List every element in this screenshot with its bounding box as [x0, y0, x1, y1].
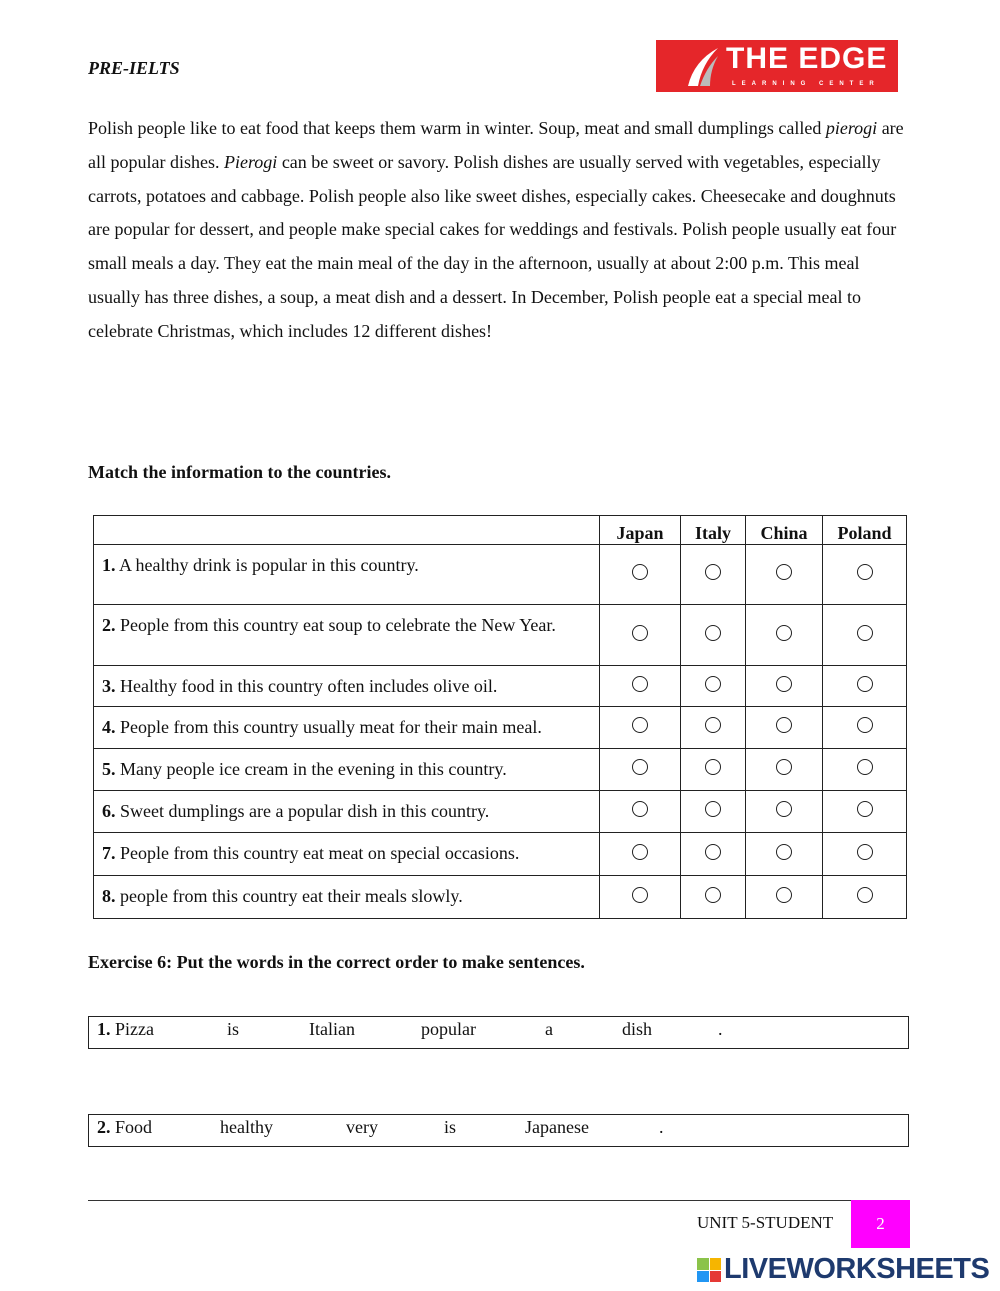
match-table [93, 515, 907, 919]
statement: 6. Sweet dumplings are a popular dish in this country. [94, 791, 600, 833]
match-instruction: Match the information to the countries. [88, 462, 391, 482]
word[interactable]: popular [421, 1019, 476, 1039]
radio-poland[interactable] [857, 676, 873, 692]
col-italy: Italy [681, 516, 746, 545]
logo-text: THE EDGE [726, 42, 888, 75]
statement: 8. people from this country eat their meals slowly. [94, 876, 600, 919]
radio-china[interactable] [776, 801, 792, 817]
word[interactable]: healthy [220, 1117, 273, 1137]
radio-japan[interactable] [632, 801, 648, 817]
radio-italy[interactable] [705, 717, 721, 733]
radio-japan[interactable] [632, 625, 648, 641]
radio-japan[interactable] [632, 564, 648, 580]
statement: 7. People from this country eat meat on special occasions. [94, 833, 600, 876]
radio-china[interactable] [776, 676, 792, 692]
table-row [94, 876, 907, 919]
radio-italy[interactable] [705, 887, 721, 903]
radio-japan[interactable] [632, 717, 648, 733]
radio-japan[interactable] [632, 759, 648, 775]
word[interactable]: very [346, 1117, 378, 1137]
word[interactable]: Japanese [525, 1117, 589, 1137]
word[interactable]: Italian [309, 1019, 355, 1039]
radio-china[interactable] [776, 564, 792, 580]
radio-japan[interactable] [632, 887, 648, 903]
radio-poland[interactable] [857, 844, 873, 860]
word[interactable]: . [659, 1117, 664, 1137]
col-japan: Japan [600, 516, 681, 545]
statement: 4. People from this country usually meat for their main meal. [94, 707, 600, 749]
exercise6-instruction: Exercise 6: Put the words in the correct order to make sentences. [88, 952, 585, 972]
radio-italy[interactable] [705, 676, 721, 692]
liveworksheets-icon [697, 1258, 721, 1282]
radio-poland[interactable] [857, 625, 873, 641]
word[interactable]: is [227, 1019, 240, 1039]
sail-icon [684, 46, 724, 88]
unit-label: UNIT 5-STUDENT [697, 1213, 834, 1232]
radio-italy[interactable] [705, 625, 721, 641]
radio-italy[interactable] [705, 759, 721, 775]
sentence-box-1: 1. Pizza is Italian popular a dish . [88, 1016, 909, 1049]
table-row [94, 791, 907, 833]
statement: 1. A healthy drink is popular in this country. [94, 545, 600, 605]
table-row [94, 545, 907, 605]
logo-subtext: LEARNING CENTER [732, 81, 880, 87]
table-row [94, 666, 907, 707]
word[interactable]: a [545, 1019, 553, 1039]
radio-italy[interactable] [705, 801, 721, 817]
radio-china[interactable] [776, 844, 792, 860]
radio-china[interactable] [776, 717, 792, 733]
radio-poland[interactable] [857, 801, 873, 817]
course-title: PRE-IELTS [88, 58, 180, 78]
radio-china[interactable] [776, 759, 792, 775]
radio-italy[interactable] [705, 844, 721, 860]
radio-italy[interactable] [705, 564, 721, 580]
statement: 5. Many people ice cream in the evening in this country. [94, 749, 600, 791]
reading-passage: Polish people like to eat food that keeps them warm in winter. Soup, meat and small dumplings called pierogi are all popular dishes. Pierogi can be sweet or savory. Polish dishes are usually served with vegetables, especially carrots, potatoes and cabbage. Polish people also like sweet dishes, especially cakes. Cheesecake and doughnuts are popular for dessert, and people make special cakes for weddings and festivals. Polish people usually eat four small meals a day. They eat the main meal of the day in the afternoon, usually at about 2:00 p.m. This meal usually has three dishes, a soup, a meat dish and a dessert. In December, Polish people eat a special meal to celebrate Christmas, which includes 12 different dishes! [88, 118, 904, 341]
radio-poland[interactable] [857, 717, 873, 733]
radio-japan[interactable] [632, 676, 648, 692]
radio-china[interactable] [776, 625, 792, 641]
radio-japan[interactable] [632, 844, 648, 860]
page-number: 2 [851, 1200, 910, 1248]
table-row [94, 833, 907, 876]
radio-poland[interactable] [857, 564, 873, 580]
radio-poland[interactable] [857, 759, 873, 775]
word[interactable]: is [444, 1117, 457, 1137]
the-edge-logo [656, 40, 898, 92]
word[interactable]: . [718, 1019, 723, 1039]
table-row [94, 605, 907, 666]
radio-poland[interactable] [857, 887, 873, 903]
liveworksheets-brand: LIVEWORKSHEETS [724, 1253, 990, 1285]
statement: 3. Healthy food in this country often includes olive oil. [94, 666, 600, 707]
table-row [94, 749, 907, 791]
sentence-box-2: 2. Food healthy very is Japanese . [88, 1114, 909, 1147]
statement: 2. People from this country eat soup to celebrate the New Year. [94, 605, 600, 666]
footer-rule [88, 1200, 851, 1201]
radio-china[interactable] [776, 887, 792, 903]
col-poland: Poland [823, 516, 907, 545]
table-row [94, 707, 907, 749]
word[interactable]: dish [622, 1019, 653, 1039]
col-china: China [746, 516, 823, 545]
